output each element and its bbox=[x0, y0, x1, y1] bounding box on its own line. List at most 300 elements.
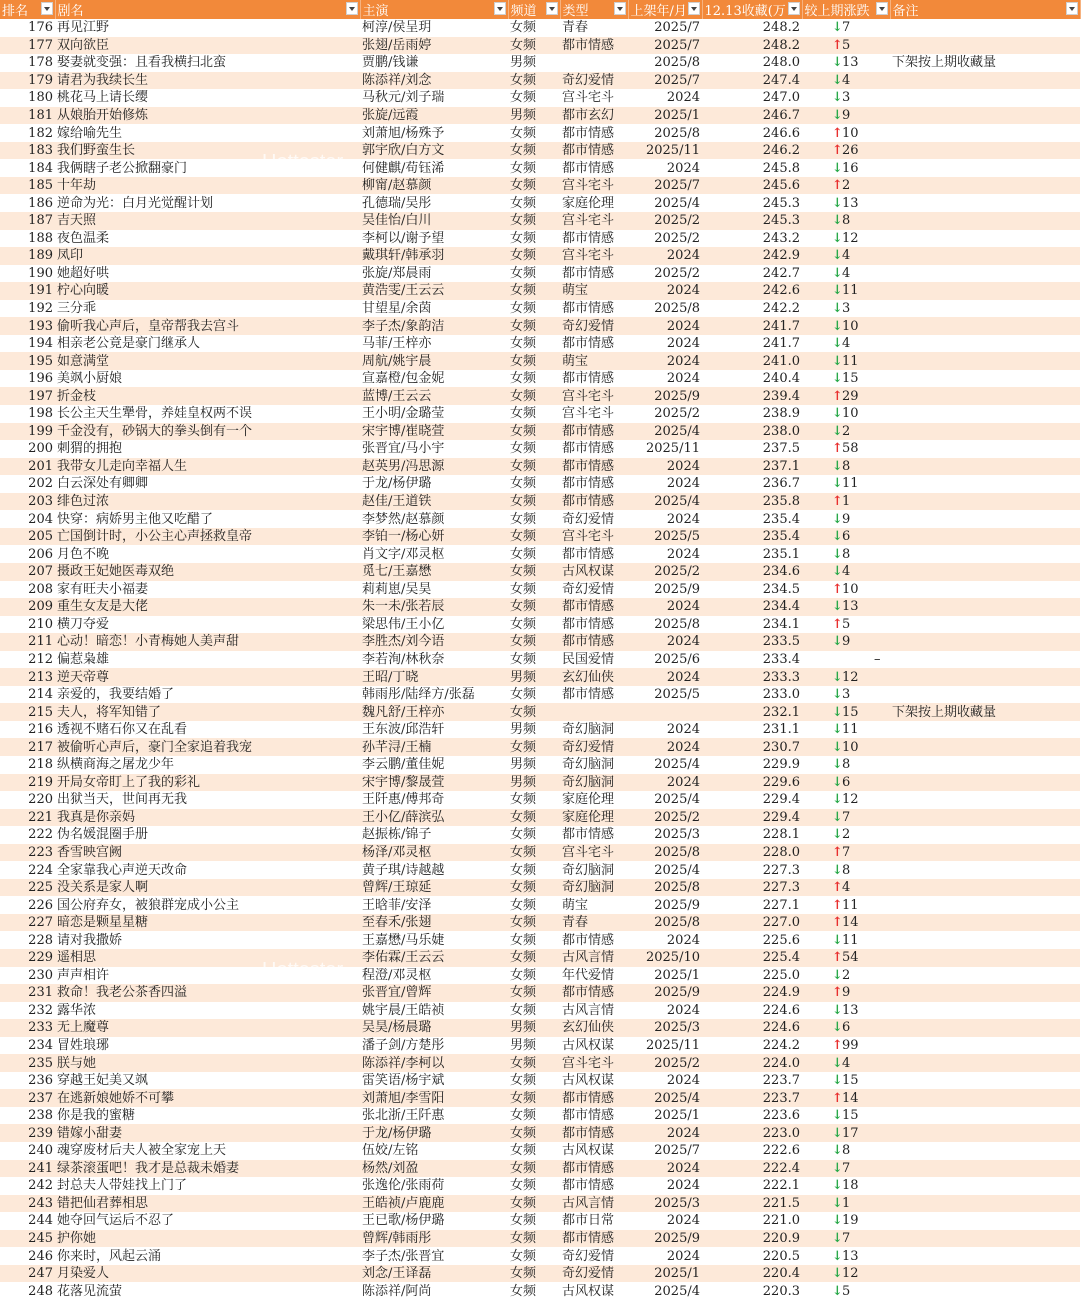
title-cell: 没关系是家人啊 bbox=[55, 879, 360, 897]
change-value: 14 bbox=[842, 915, 859, 931]
table-row bbox=[0, 247, 1080, 265]
date-cell: 2025/8 bbox=[628, 914, 702, 932]
change-value: 11 bbox=[842, 932, 859, 948]
change-cell bbox=[802, 844, 890, 862]
note-cell bbox=[890, 738, 1080, 756]
change-cell bbox=[802, 633, 890, 651]
date-cell: 2024 bbox=[628, 721, 702, 739]
genre-cell: 宫斗宅斗 bbox=[560, 528, 628, 546]
table-row bbox=[0, 1124, 1080, 1142]
title-cell: 偷听我心声后，皇帝帮我去宫斗 bbox=[55, 317, 360, 335]
column-header bbox=[890, 0, 1080, 19]
title-cell: 遥相思 bbox=[55, 949, 360, 967]
change-cell bbox=[802, 335, 890, 353]
cast-cell: 吴昊/杨晨璐 bbox=[360, 1019, 508, 1037]
change-value: 10 bbox=[842, 318, 859, 334]
arrow-down-icon: ↓ bbox=[832, 1055, 843, 1071]
date-cell: 2025/10 bbox=[628, 949, 702, 967]
change-cell bbox=[802, 528, 890, 546]
title-cell: 请对我撒娇 bbox=[55, 931, 360, 949]
rank-cell: 178 bbox=[0, 54, 55, 72]
note-cell bbox=[890, 159, 1080, 177]
channel-cell: 女频 bbox=[508, 791, 560, 809]
change-cell bbox=[802, 1019, 890, 1037]
change-cell bbox=[802, 107, 890, 125]
favorites-cell: 248.0 bbox=[702, 54, 802, 72]
channel-cell: 女频 bbox=[508, 1002, 560, 1020]
change-cell bbox=[802, 1037, 890, 1055]
arrow-down-icon: ↓ bbox=[832, 1108, 843, 1124]
genre-cell: 都市情感 bbox=[560, 458, 628, 476]
change-cell bbox=[802, 668, 890, 686]
rank-cell: 226 bbox=[0, 896, 55, 914]
favorites-cell: 237.1 bbox=[702, 458, 802, 476]
change-value: 7 bbox=[842, 844, 851, 860]
change-value: 4 bbox=[842, 265, 851, 281]
title-cell: 重生女友是大佬 bbox=[55, 598, 360, 616]
genre-cell: 玄幻仙侠 bbox=[560, 1019, 628, 1037]
title-cell: 出狱当天，世间再无我 bbox=[55, 791, 360, 809]
favorites-cell: 235.1 bbox=[702, 545, 802, 563]
change-cell bbox=[802, 247, 890, 265]
change-cell bbox=[802, 756, 890, 774]
genre-cell: 家庭伦理 bbox=[560, 194, 628, 212]
channel-cell: 女频 bbox=[508, 528, 560, 546]
change-cell bbox=[802, 440, 890, 458]
cast-cell: 王已歌/杨伊璐 bbox=[360, 1212, 508, 1230]
note-cell: 下架按上期收藏量 bbox=[890, 54, 1080, 72]
channel-cell: 女频 bbox=[508, 896, 560, 914]
favorites-cell: 241.0 bbox=[702, 352, 802, 370]
title-cell: 错把仙君葬相思 bbox=[55, 1195, 360, 1213]
change-value: 18 bbox=[842, 1178, 859, 1194]
table-row bbox=[0, 563, 1080, 581]
cast-cell: 李胜杰/刘今语 bbox=[360, 633, 508, 651]
title-cell: 开局女帝盯上了我的彩礼 bbox=[55, 774, 360, 792]
change-value: 7 bbox=[842, 1231, 851, 1246]
note-cell bbox=[890, 616, 1080, 634]
date-cell: 2025/11 bbox=[628, 1037, 702, 1055]
date-cell: 2025/1 bbox=[628, 1107, 702, 1125]
genre-cell: 都市情感 bbox=[560, 370, 628, 388]
title-cell: 横刀夺爱 bbox=[55, 616, 360, 634]
change-value: 7 bbox=[842, 809, 851, 825]
genre-cell: 都市情感 bbox=[560, 598, 628, 616]
favorites-cell: 239.4 bbox=[702, 387, 802, 405]
rank-cell: 223 bbox=[0, 844, 55, 862]
table-row bbox=[0, 545, 1080, 563]
table-row bbox=[0, 475, 1080, 493]
title-cell: 纵横商海之屠龙少年 bbox=[55, 756, 360, 774]
column-header bbox=[802, 0, 890, 19]
change-cell bbox=[802, 1247, 890, 1265]
note-cell bbox=[890, 1142, 1080, 1160]
arrow-down-icon: ↓ bbox=[832, 1195, 843, 1211]
change-cell bbox=[802, 1142, 890, 1160]
title-cell: 请君为我续长生 bbox=[55, 72, 360, 90]
genre-cell: 都市日常 bbox=[560, 1212, 628, 1230]
arrow-up-icon: ↑ bbox=[832, 1037, 843, 1053]
date-cell: 2025/6 bbox=[628, 651, 702, 669]
note-cell bbox=[890, 352, 1080, 370]
title-cell: 国公府弃女，被狼群宠成小公主 bbox=[55, 896, 360, 914]
table-row bbox=[0, 1247, 1080, 1265]
note-cell bbox=[890, 1265, 1080, 1283]
note-cell bbox=[890, 967, 1080, 985]
favorites-cell: 233.5 bbox=[702, 633, 802, 651]
change-cell bbox=[802, 159, 890, 177]
note-cell bbox=[890, 510, 1080, 528]
date-cell: 2025/4 bbox=[628, 1282, 702, 1300]
cast-cell: 赵振栋/锦子 bbox=[360, 826, 508, 844]
column-header bbox=[0, 0, 55, 19]
change-cell bbox=[802, 809, 890, 827]
filter-dropdown-icon[interactable] bbox=[1066, 2, 1078, 15]
change-cell bbox=[802, 282, 890, 300]
rank-cell: 236 bbox=[0, 1072, 55, 1090]
channel-cell: 女频 bbox=[508, 1265, 560, 1283]
rank-cell: 243 bbox=[0, 1195, 55, 1213]
cast-cell: 宋宇博/崔晓萱 bbox=[360, 423, 508, 441]
column-header-label: 备注 bbox=[892, 4, 919, 19]
arrow-down-icon: ↓ bbox=[832, 932, 843, 948]
arrow-down-icon: ↓ bbox=[832, 1231, 843, 1246]
title-cell: 我真是你亲妈 bbox=[55, 809, 360, 827]
change-cell bbox=[802, 1212, 890, 1230]
table-row bbox=[0, 844, 1080, 862]
favorites-cell: 224.0 bbox=[702, 1054, 802, 1072]
filter-dropdown-icon[interactable] bbox=[546, 2, 558, 15]
note-cell bbox=[890, 861, 1080, 879]
arrow-up-icon: ↑ bbox=[832, 581, 843, 597]
note-cell bbox=[890, 633, 1080, 651]
favorites-cell: 220.5 bbox=[702, 1247, 802, 1265]
title-cell: 救命！我老公茶香四溢 bbox=[55, 984, 360, 1002]
title-cell: 香雪映宫阙 bbox=[55, 844, 360, 862]
table-row bbox=[0, 1002, 1080, 1020]
note-cell bbox=[890, 721, 1080, 739]
arrow-down-icon: ↓ bbox=[832, 318, 843, 334]
cast-cell: 杨泽/邓灵枢 bbox=[360, 844, 508, 862]
table-row bbox=[0, 931, 1080, 949]
genre-cell: 古风权谋 bbox=[560, 1142, 628, 1160]
rank-cell: 177 bbox=[0, 37, 55, 55]
date-cell: 2024 bbox=[628, 1072, 702, 1090]
rank-cell: 231 bbox=[0, 984, 55, 1002]
change-value: 13 bbox=[842, 599, 859, 615]
title-cell: 伪名媛混圈手册 bbox=[55, 826, 360, 844]
cast-cell: 甘望星/余茵 bbox=[360, 300, 508, 318]
rank-cell: 211 bbox=[0, 633, 55, 651]
arrow-down-icon: ↓ bbox=[832, 1160, 843, 1176]
table-row bbox=[0, 124, 1080, 142]
arrow-down-icon: ↓ bbox=[832, 1213, 843, 1229]
arrow-down-icon: ↓ bbox=[832, 669, 843, 685]
column-header-label: 频道 bbox=[510, 4, 537, 19]
genre-cell: 都市情感 bbox=[560, 826, 628, 844]
genre-cell: 都市情感 bbox=[560, 931, 628, 949]
channel-cell: 女频 bbox=[508, 703, 560, 721]
rank-cell: 227 bbox=[0, 914, 55, 932]
genre-cell: 奇幻脑洞 bbox=[560, 879, 628, 897]
change-cell bbox=[802, 1124, 890, 1142]
cast-cell: 赵佳/王道铁 bbox=[360, 493, 508, 511]
change-cell bbox=[802, 774, 890, 792]
favorites-cell: 222.1 bbox=[702, 1177, 802, 1195]
rank-cell: 182 bbox=[0, 124, 55, 142]
arrow-down-icon: ↓ bbox=[832, 511, 843, 527]
genre-cell: 都市情感 bbox=[560, 686, 628, 704]
cast-cell: 王小明/金璐莹 bbox=[360, 405, 508, 423]
change-value: 9 bbox=[842, 634, 851, 650]
date-cell: 2024 bbox=[628, 89, 702, 107]
genre-cell: 古风言情 bbox=[560, 949, 628, 967]
date-cell: 2024 bbox=[628, 475, 702, 493]
favorites-cell: 233.3 bbox=[702, 668, 802, 686]
table-row bbox=[0, 1054, 1080, 1072]
favorites-cell: 228.0 bbox=[702, 844, 802, 862]
table-row bbox=[0, 212, 1080, 230]
table-row bbox=[0, 177, 1080, 195]
note-cell bbox=[890, 194, 1080, 212]
change-value: 1 bbox=[842, 494, 851, 510]
rank-cell: 241 bbox=[0, 1160, 55, 1178]
favorites-cell: 235.8 bbox=[702, 493, 802, 511]
watermark: Hottestar bbox=[262, 685, 344, 707]
genre-cell: 奇幻爱情 bbox=[560, 581, 628, 599]
channel-cell: 女频 bbox=[508, 212, 560, 230]
favorites-cell: 241.7 bbox=[702, 335, 802, 353]
date-cell: 2025/4 bbox=[628, 493, 702, 511]
cast-cell: 黄子琪/诗越越 bbox=[360, 861, 508, 879]
rank-cell: 203 bbox=[0, 493, 55, 511]
change-cell bbox=[802, 1282, 890, 1300]
change-cell bbox=[802, 1177, 890, 1195]
column-header bbox=[55, 0, 360, 19]
arrow-up-icon: ↑ bbox=[832, 985, 843, 1001]
rank-cell: 219 bbox=[0, 774, 55, 792]
change-value: 7 bbox=[842, 1160, 851, 1176]
channel-cell: 女频 bbox=[508, 510, 560, 528]
note-cell bbox=[890, 1230, 1080, 1248]
favorites-cell: 242.6 bbox=[702, 282, 802, 300]
filter-dropdown-icon[interactable] bbox=[41, 2, 53, 15]
note-cell bbox=[890, 581, 1080, 599]
rank-cell: 187 bbox=[0, 212, 55, 230]
genre-cell: 都市情感 bbox=[560, 159, 628, 177]
note-cell bbox=[890, 1072, 1080, 1090]
note-cell bbox=[890, 528, 1080, 546]
note-cell bbox=[890, 177, 1080, 195]
rank-cell: 196 bbox=[0, 370, 55, 388]
arrow-up-icon: ↑ bbox=[832, 494, 843, 510]
filter-dropdown-icon[interactable] bbox=[688, 2, 700, 15]
arrow-down-icon: ↓ bbox=[832, 704, 843, 720]
title-cell: 十年劫 bbox=[55, 177, 360, 195]
favorites-cell: 230.7 bbox=[702, 738, 802, 756]
rank-cell: 232 bbox=[0, 1002, 55, 1020]
title-cell: 你是我的蜜糖 bbox=[55, 1107, 360, 1125]
arrow-up-icon: ↑ bbox=[832, 844, 843, 860]
favorites-cell: 232.1 bbox=[702, 703, 802, 721]
genre-cell: 宫斗宅斗 bbox=[560, 844, 628, 862]
title-cell: 嫁给喻先生 bbox=[55, 124, 360, 142]
genre-cell: 都市情感 bbox=[560, 37, 628, 55]
table-row bbox=[0, 1107, 1080, 1125]
rank-cell: 239 bbox=[0, 1124, 55, 1142]
table-row bbox=[0, 89, 1080, 107]
title-cell: 月色不晚 bbox=[55, 545, 360, 563]
title-cell: 被偷听心声后，豪门全家追着我宠 bbox=[55, 738, 360, 756]
favorites-cell: 227.1 bbox=[702, 896, 802, 914]
arrow-down-icon: ↓ bbox=[832, 371, 843, 387]
rank-cell: 193 bbox=[0, 317, 55, 335]
table-row bbox=[0, 1072, 1080, 1090]
change-value: 4 bbox=[842, 880, 851, 896]
note-cell bbox=[890, 230, 1080, 248]
favorites-cell: 229.4 bbox=[702, 809, 802, 827]
date-cell: 2025/2 bbox=[628, 212, 702, 230]
date-cell: 2025/9 bbox=[628, 1230, 702, 1248]
change-value: 11 bbox=[842, 283, 859, 299]
column-header-label: 12.13收藏(万 bbox=[704, 4, 786, 19]
filter-dropdown-icon[interactable] bbox=[614, 2, 626, 15]
rank-cell: 192 bbox=[0, 300, 55, 318]
table-row bbox=[0, 1089, 1080, 1107]
date-cell: 2024 bbox=[628, 633, 702, 651]
arrow-up-icon: ↑ bbox=[832, 441, 843, 457]
title-cell: 我们野蛮生长 bbox=[55, 142, 360, 160]
cast-cell: 莉莉崽/吴昊 bbox=[360, 581, 508, 599]
table-row bbox=[0, 967, 1080, 985]
change-cell bbox=[802, 89, 890, 107]
channel-cell: 女频 bbox=[508, 423, 560, 441]
filter-dropdown-icon[interactable] bbox=[788, 2, 800, 15]
table-row bbox=[0, 1212, 1080, 1230]
change-cell bbox=[802, 423, 890, 441]
table-row bbox=[0, 107, 1080, 125]
note-cell bbox=[890, 1177, 1080, 1195]
title-cell: 凤印 bbox=[55, 247, 360, 265]
date-cell: 2025/4 bbox=[628, 1089, 702, 1107]
title-cell: 穿越王妃美又飒 bbox=[55, 1072, 360, 1090]
change-cell bbox=[802, 458, 890, 476]
rank-cell: 218 bbox=[0, 756, 55, 774]
table-row bbox=[0, 809, 1080, 827]
genre-cell bbox=[560, 703, 628, 721]
table-row bbox=[0, 159, 1080, 177]
arrow-down-icon: ↓ bbox=[832, 634, 843, 650]
date-cell: 2024 bbox=[628, 774, 702, 792]
genre-cell: 宫斗宅斗 bbox=[560, 405, 628, 423]
change-cell bbox=[802, 967, 890, 985]
filter-dropdown-icon[interactable] bbox=[494, 2, 506, 15]
cast-cell: 赵英男/冯思源 bbox=[360, 458, 508, 476]
title-cell: 柠心向暖 bbox=[55, 282, 360, 300]
change-value: 3 bbox=[842, 301, 851, 317]
cast-cell: 戴琪轩/韩承羽 bbox=[360, 247, 508, 265]
change-value: 15 bbox=[842, 704, 859, 720]
arrow-up-icon: ↑ bbox=[832, 37, 843, 53]
arrow-up-icon: ↑ bbox=[832, 950, 843, 966]
channel-cell: 女频 bbox=[508, 686, 560, 704]
change-value: 8 bbox=[842, 546, 851, 562]
change-cell bbox=[802, 124, 890, 142]
cast-cell: 姚宇晨/王皓祯 bbox=[360, 1002, 508, 1020]
date-cell: 2025/3 bbox=[628, 1195, 702, 1213]
channel-cell: 女频 bbox=[508, 1107, 560, 1125]
title-cell: 在逃新娘她娇不可攀 bbox=[55, 1089, 360, 1107]
change-value: 13 bbox=[842, 1002, 859, 1018]
change-cell bbox=[802, 19, 890, 37]
channel-cell: 女频 bbox=[508, 265, 560, 283]
rank-cell: 212 bbox=[0, 651, 55, 669]
change-value: 15 bbox=[842, 1073, 859, 1089]
table-row bbox=[0, 1037, 1080, 1055]
channel-cell: 女频 bbox=[508, 317, 560, 335]
change-value: 4 bbox=[842, 72, 851, 88]
table-row bbox=[0, 54, 1080, 72]
title-cell: 摄政王妃她医毒双绝 bbox=[55, 563, 360, 581]
channel-cell: 女频 bbox=[508, 335, 560, 353]
genre-cell: 民国爱情 bbox=[560, 651, 628, 669]
title-cell: 露华浓 bbox=[55, 1002, 360, 1020]
favorites-cell: 231.1 bbox=[702, 721, 802, 739]
title-cell: 错嫁小甜妻 bbox=[55, 1124, 360, 1142]
cast-cell: 陈添祥/刘念 bbox=[360, 72, 508, 90]
filter-dropdown-icon[interactable] bbox=[876, 2, 888, 15]
genre-cell: 都市情感 bbox=[560, 423, 628, 441]
channel-cell: 男频 bbox=[508, 107, 560, 125]
rank-cell: 216 bbox=[0, 721, 55, 739]
channel-cell: 女频 bbox=[508, 1282, 560, 1300]
arrow-down-icon: ↓ bbox=[832, 862, 843, 878]
title-cell: 声声相许 bbox=[55, 967, 360, 985]
change-cell bbox=[802, 72, 890, 90]
arrow-down-icon: ↓ bbox=[832, 55, 843, 71]
favorites-cell: 229.9 bbox=[702, 756, 802, 774]
genre-cell: 古风权谋 bbox=[560, 1072, 628, 1090]
table-row bbox=[0, 1177, 1080, 1195]
cast-cell: 孙芊浔/王楠 bbox=[360, 738, 508, 756]
title-cell: 她超好哄 bbox=[55, 265, 360, 283]
change-cell bbox=[802, 475, 890, 493]
table-row bbox=[0, 581, 1080, 599]
change-cell bbox=[802, 300, 890, 318]
change-cell bbox=[802, 230, 890, 248]
favorites-cell: 223.7 bbox=[702, 1072, 802, 1090]
date-cell: 2025/7 bbox=[628, 1142, 702, 1160]
note-cell bbox=[890, 405, 1080, 423]
change-cell bbox=[802, 352, 890, 370]
cast-cell: 觅七/王嘉懋 bbox=[360, 563, 508, 581]
date-cell: 2024 bbox=[628, 545, 702, 563]
date-cell: 2024 bbox=[628, 247, 702, 265]
title-cell: 从娘胎开始修炼 bbox=[55, 107, 360, 125]
favorites-cell: 241.7 bbox=[702, 317, 802, 335]
favorites-cell: 227.0 bbox=[702, 914, 802, 932]
rank-cell: 246 bbox=[0, 1247, 55, 1265]
change-cell bbox=[802, 212, 890, 230]
channel-cell: 女频 bbox=[508, 194, 560, 212]
rank-cell: 191 bbox=[0, 282, 55, 300]
favorites-cell: 237.5 bbox=[702, 440, 802, 458]
date-cell: 2025/7 bbox=[628, 177, 702, 195]
filter-dropdown-icon[interactable] bbox=[346, 2, 358, 15]
genre-cell: 都市情感 bbox=[560, 1089, 628, 1107]
genre-cell: 奇幻爱情 bbox=[560, 510, 628, 528]
channel-cell: 女频 bbox=[508, 247, 560, 265]
